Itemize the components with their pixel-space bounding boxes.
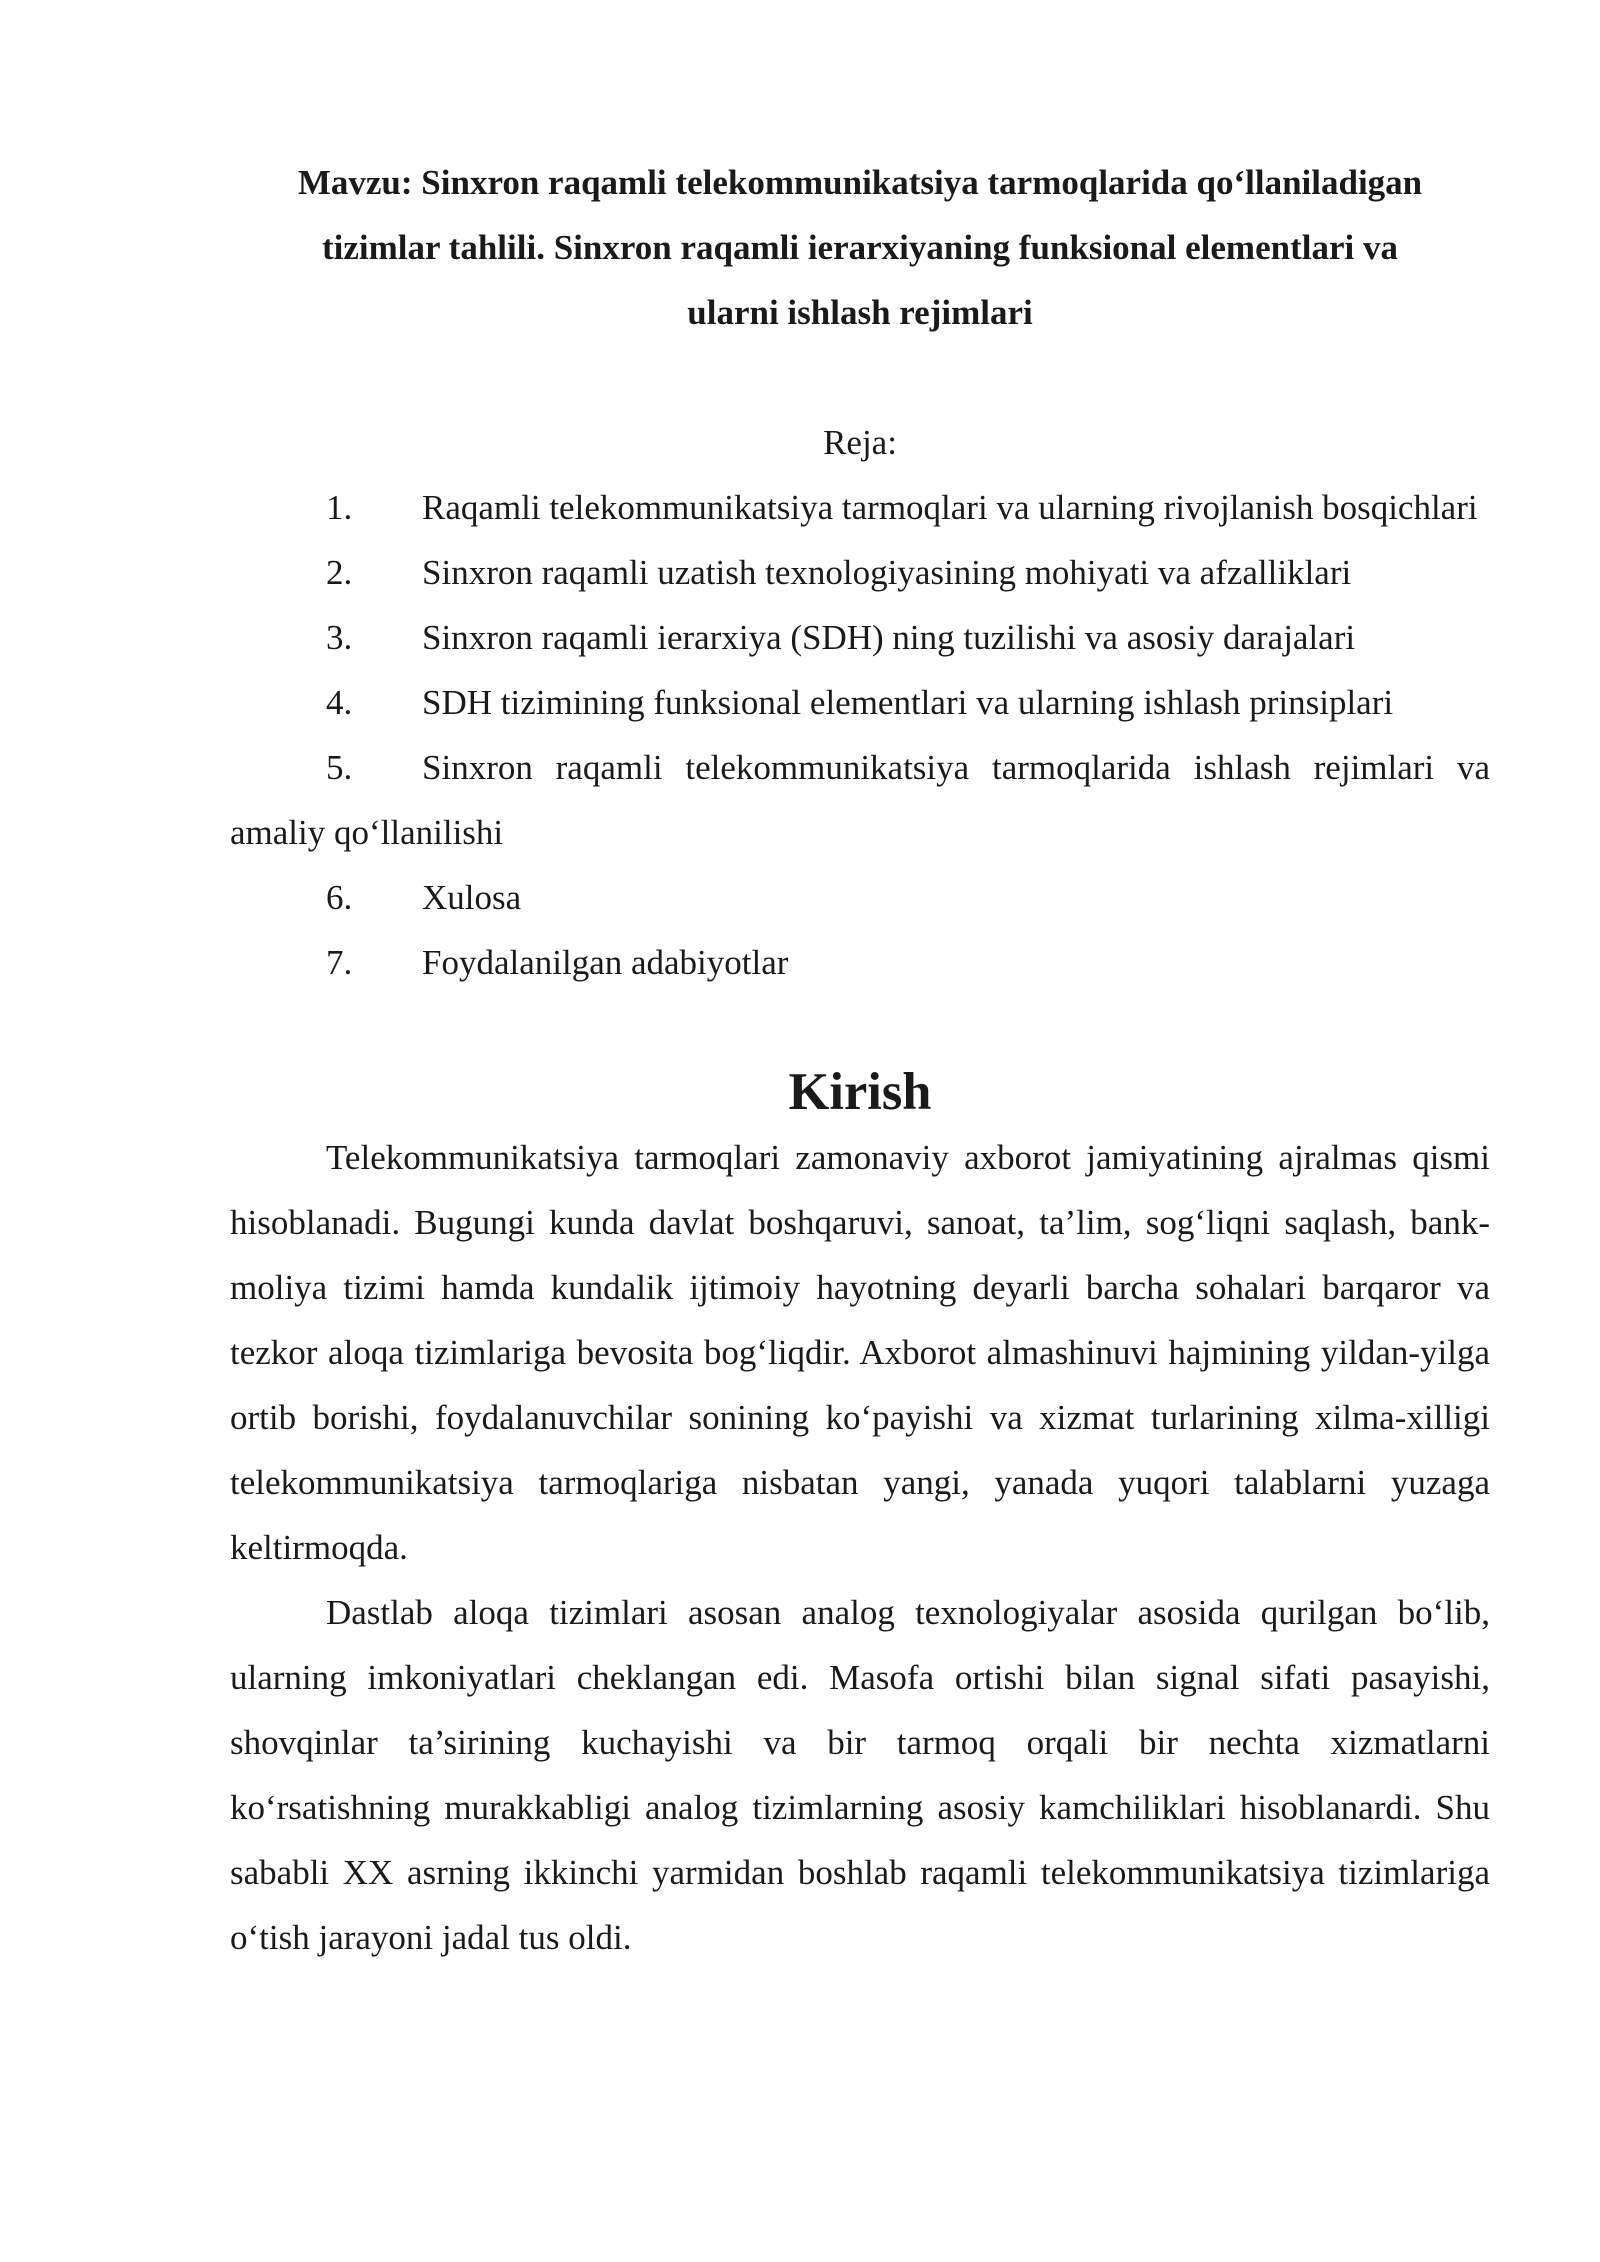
title-line-2: tizimlar tahlili. Sinxron raqamli ierarxiyaning funksional elementlari va xyxy=(322,228,1398,267)
plan-item-text: Sinxron raqamli ierarxiya (SDH) ning tuzilishi va asosiy darajalari xyxy=(422,618,1356,657)
plan-item-number: 7. xyxy=(326,943,353,982)
intro-paragraph-2: Dastlab aloqa tizimlari asosan analog texnologiyalar asosida qurilgan bo‘lib, ularning imkoniyatlari cheklangan edi. Masofa ortishi bilan signal sifati pasayishi, shovqinlar ta’sirining kuchayishi va bir tarmoq orqali bir nechta xizmatlarni ko‘rsatishning murakkabligi analog tizimlarning asosiy kamchiliklari hisoblanardi. Shu sababli XX asrning ikkinchi yarmidan boshlab raqamli telekommunikatsiya tizimlariga o‘tish jarayoni jadal tus oldi. xyxy=(230,1593,1490,1957)
intro-paragraph-1: Telekommunikatsiya tarmoqlari zamonaviy axborot jamiyatining ajralmas qismi hisoblanadi. Bugungi kunda davlat boshqaruvi, sanoat, ta’lim, sog‘liqni saqlash, bank-moliya tizimi hamda kundalik ijtimoiy hayotning deyarli barcha sohalari barqaror va tezkor aloqa tizimlariga bevosita bog‘liqdir. Axborot almashinuvi hajmining yildan-yilga ortib borishi, foydalanuvchilar sonining ko‘payishi va xizmat turlarining xilma-xilligi telekommunikatsiya tarmoqlariga nisbatan yangi, yanada yuqori talablarni yuzaga keltirmoqda. xyxy=(230,1138,1490,1567)
plan-item-number: 6. xyxy=(326,878,353,917)
plan-item xyxy=(230,735,1490,865)
plan-item-number: 5. xyxy=(326,748,353,787)
plan-item-text: Xulosa xyxy=(422,878,522,917)
plan-item-text: Sinxron raqamli telekommunikatsiya tarmoqlarida ishlash rejimlari va amaliy qo‘llanilishi xyxy=(230,748,1490,852)
plan-heading: Reja: xyxy=(823,423,897,462)
plan-item xyxy=(230,930,1490,995)
plan-item-number: 4. xyxy=(326,683,353,722)
plan-item-text: Sinxron raqamli uzatish texnologiyasining mohiyati va afzalliklari xyxy=(422,553,1352,592)
plan-item-text: SDH tizimining funksional elementlari va ularning ishlash prinsiplari xyxy=(422,683,1394,722)
title-line-1: Mavzu: Sinxron raqamli telekommunikatsiya tarmoqlarida qo‘llaniladigan xyxy=(297,163,1423,202)
plan-item xyxy=(230,475,1490,540)
document-title xyxy=(230,150,1490,345)
plan-item-text: Raqamli telekommunikatsiya tarmoqlari va ularning rivojlanish bosqichlari xyxy=(422,488,1478,527)
plan-item xyxy=(230,605,1490,670)
plan-item xyxy=(230,540,1490,605)
plan-list xyxy=(230,475,1490,995)
plan-item-number: 3. xyxy=(326,618,353,657)
plan-item-number: 1. xyxy=(326,488,353,527)
plan-item xyxy=(230,865,1490,930)
plan-item-text: Foydalanilgan adabiyotlar xyxy=(422,943,789,982)
plan-item-number: 2. xyxy=(326,553,353,592)
plan-item xyxy=(230,670,1490,735)
title-line-3: ularni ishlash rejimlari xyxy=(687,293,1033,332)
document-page xyxy=(230,150,1490,1970)
intro-heading: Kirish xyxy=(788,1063,932,1121)
